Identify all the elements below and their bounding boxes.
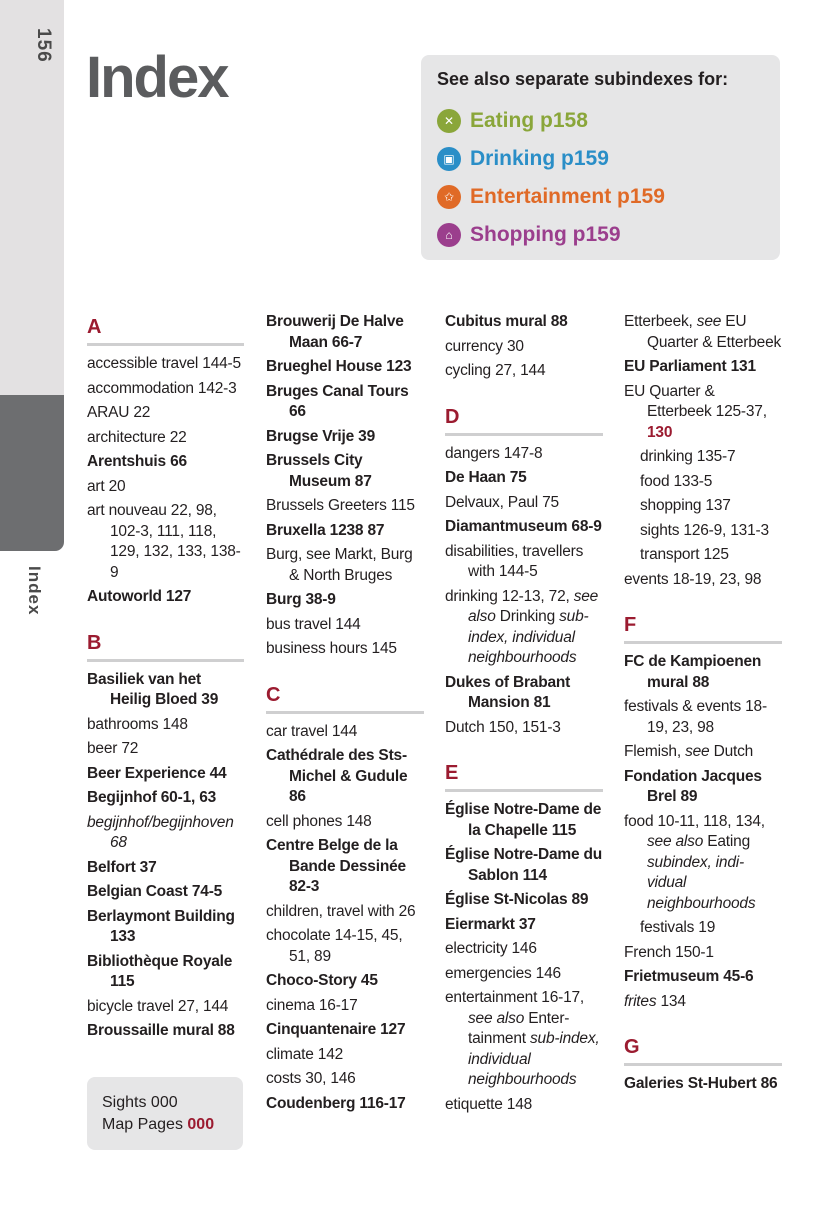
index-column-1 (87, 312, 244, 1046)
letter-heading-g: G (624, 1032, 782, 1066)
index-entry: architecture 22 (87, 428, 187, 446)
letter-heading-f: F (624, 610, 782, 644)
index-entry: Beer Experience 44 (87, 764, 227, 782)
index-entry: bathrooms 148 (87, 715, 188, 733)
italic-see: see (696, 313, 722, 330)
page-title: Index (86, 45, 228, 110)
index-entry: electricity 146 (445, 940, 537, 957)
legend-map-pages-value: 000 (187, 1116, 215, 1133)
index-entry: climate 142 (266, 1045, 344, 1063)
section-tab-label: Index (25, 566, 44, 616)
index-entry: disabilities, travellers with 144-5 (445, 542, 584, 580)
index-entry: emergencies 146 (445, 964, 561, 982)
index-entry: Cinquantenaire 127 (266, 1021, 406, 1038)
index-entry: Belfort 37 (87, 858, 157, 876)
index-entry: French 150-1 (624, 943, 714, 961)
letter-heading-c: C (266, 680, 424, 714)
entry-text: EU Quarter & Etterbeek 125-37, (624, 382, 767, 420)
index-entry (624, 742, 782, 763)
index-entry: bicycle travel 27, 144 (87, 997, 229, 1015)
map-page-ref: 130 (647, 423, 673, 441)
index-entry: children, travel with 26 (266, 902, 416, 920)
entry-text: Drinking (495, 608, 560, 625)
index-entry: art 20 (87, 477, 126, 495)
italic-subindex: sub-index, individual neighbourhoods (468, 1030, 600, 1088)
index-entry (87, 813, 244, 854)
legend-map-pages-label: Map Pages (102, 1116, 188, 1133)
index-entry: De Haan 75 (445, 469, 527, 486)
index-entry: Brussels Greeters 115 (266, 497, 415, 514)
index-entry: art nouveau 22, 98, 102-3, 111, 118, 129, 132, 133, 138-9 (87, 502, 241, 581)
index-entry: Galeries St-Hubert 86 (624, 1075, 778, 1092)
side-tab-dark (0, 395, 64, 551)
index-entry: Begijnhof 60-1, 63 (87, 789, 217, 806)
index-entry: business hours 145 (266, 640, 397, 657)
index-entry: Bibliothèque Royale 115 (87, 952, 233, 990)
subindex-shopping-label: Shopping p159 (470, 223, 621, 246)
subindex-shopping[interactable] (437, 216, 764, 254)
shopping-icon: ⌂ (437, 223, 461, 247)
index-entry (624, 812, 782, 915)
entry-text: drinking 12-13, 72, (445, 587, 574, 605)
page-number: 156 (33, 28, 54, 63)
entry-text: Dutch (709, 743, 754, 760)
entry-text: 134 (656, 992, 686, 1010)
index-subentry: sights 126-9, 131-3 (640, 521, 769, 539)
index-entry: Arentshuis 66 (87, 453, 187, 470)
italic-see-also: see also (468, 587, 599, 625)
index-entry: dangers 147-8 (445, 444, 543, 462)
italic-term: frites (624, 992, 657, 1010)
letter-heading-a: A (87, 312, 244, 346)
index-entry: Brouwerij De Halve Maan 66-7 (266, 313, 404, 351)
entertainment-icon: ✩ (437, 185, 461, 209)
index-entry: Belgian Coast 74-5 (87, 883, 223, 900)
index-entry: Fondation Jacques Brel 89 (624, 767, 762, 805)
index-entry: Église St-Nicolas 89 (445, 891, 589, 908)
index-entry: cell phones 148 (266, 812, 372, 830)
index-entry: Cathédrale des Sts-Michel & Gudule 86 (266, 747, 408, 805)
index-subentry: food 133-5 (640, 472, 713, 490)
entry-text: food 10-11, 118, 134, (624, 812, 765, 830)
subindex-heading: See also separate subindexes for: (437, 69, 729, 89)
index-subentry: drinking 135-7 (640, 448, 736, 465)
index-column-3 (445, 312, 603, 1119)
index-entry: FC de Kampioenen mural 88 (624, 653, 762, 691)
index-entry: Cubitus mural 88 (445, 313, 568, 330)
entry-text: EU Quarter & Etterbeek (647, 313, 782, 351)
italic-subindex: sub-index, individual neighbourhoods (468, 608, 589, 666)
letter-heading-b: B (87, 628, 244, 662)
index-entry: accommodation 142-3 (87, 379, 237, 397)
index-entry: Broussaille mural 88 (87, 1022, 235, 1039)
index-entry: currency 30 (445, 337, 524, 355)
index-entry: Bruxella 1238 87 (266, 521, 385, 539)
entry-text: Etterbeek, (624, 313, 697, 330)
index-entry: Dutch 150, 151-3 (445, 718, 561, 736)
index-entry: Bruges Canal Tours 66 (266, 382, 409, 420)
index-entry: cycling 27, 144 (445, 362, 546, 379)
index-entry: Burg 38-9 (266, 591, 336, 608)
index-entry: Berlaymont Building 133 (87, 907, 235, 945)
italic-term: begijnhof/begijnhoven 68 (87, 813, 234, 851)
legend-map-pages (102, 1114, 243, 1136)
index-entry (624, 312, 782, 353)
index-entry (624, 382, 782, 444)
entry-text: Eating (703, 833, 750, 850)
entry-text: entertainment 16-17, (445, 989, 585, 1006)
index-entry: Burg, see Markt, Burg & North Bruges (266, 546, 413, 584)
index-entry: Brussels City Museum 87 (266, 452, 372, 490)
legend-sights: Sights 000 (102, 1094, 178, 1111)
letter-heading-d: D (445, 402, 603, 436)
index-entry: Autoworld 127 (87, 588, 192, 605)
index-entry: car travel 144 (266, 722, 358, 740)
letter-heading-e: E (445, 758, 603, 792)
index-entry: Brueghel House 123 (266, 358, 412, 375)
index-entry: Église Notre-Dame de la Chapelle 115 (445, 801, 602, 839)
index-entry: Eiermarkt 37 (445, 915, 536, 933)
index-entry: Centre Belge de la Bande Dessinée 82-3 (266, 837, 406, 895)
index-entry: cinema 16-17 (266, 996, 358, 1014)
drinking-icon: ▣ (437, 147, 461, 171)
index-entry: chocolate 14-15, 45, 51, 89 (266, 927, 403, 965)
index-entry: EU Parliament 131 (624, 358, 756, 375)
index-entry: Coudenberg 116-17 (266, 1094, 406, 1112)
index-entry: Delvaux, Paul 75 (445, 493, 559, 511)
eating-icon: ✕ (437, 109, 461, 133)
index-entry: accessible travel 144-5 (87, 355, 241, 372)
index-entry: bus travel 144 (266, 615, 361, 633)
index-entry (624, 992, 782, 1013)
index-column-2 (266, 312, 424, 1118)
index-entry: Frietmuseum 45-6 (624, 968, 754, 985)
subindex-entertainment-label: Entertainment p159 (470, 185, 665, 208)
subindex-drinking[interactable] (437, 140, 764, 178)
italic-see: see (685, 743, 710, 760)
subindex-entertainment[interactable] (437, 178, 764, 216)
index-entry: Brugse Vrije 39 (266, 427, 376, 445)
index-subentry: shopping 137 (640, 497, 731, 514)
index-entry: Diamantmuseum 68-9 (445, 518, 602, 535)
index-entry: Choco-Story 45 (266, 972, 378, 989)
index-column-4 (624, 312, 782, 1099)
entry-text: Flemish, (624, 743, 686, 760)
italic-see-also: see also (647, 833, 704, 850)
legend-box (87, 1077, 243, 1150)
index-entry: costs 30, 146 (266, 1070, 356, 1087)
index-entry: events 18-19, 23, 98 (624, 570, 762, 588)
index-entry: etiquette 148 (445, 1095, 533, 1113)
index-subentry: transport 125 (640, 546, 729, 563)
entry-text: Enter-tainment (468, 1009, 570, 1047)
index-entry (445, 988, 603, 1091)
index-entry: ARAU 22 (87, 404, 151, 421)
index-entry (445, 587, 603, 669)
index-entry: Dukes of Brabant Mansion 81 (445, 673, 571, 711)
italic-see-also: see also (468, 1009, 525, 1027)
index-entry: Basiliek van het Heilig Bloed 39 (87, 670, 219, 708)
index-entry: beer 72 (87, 740, 139, 757)
subindex-eating-label: Eating p158 (470, 109, 588, 132)
italic-subindex: subindex, indi-vidual neighbourhoods (647, 853, 756, 912)
subindex-eating[interactable] (437, 102, 764, 140)
index-entry: festivals & events 18-19, 23, 98 (624, 698, 767, 736)
subindex-box (421, 55, 780, 260)
index-subentry: festivals 19 (640, 919, 716, 936)
index-entry: Église Notre-Dame du Sablon 114 (445, 846, 603, 884)
subindex-drinking-label: Drinking p159 (470, 147, 609, 170)
